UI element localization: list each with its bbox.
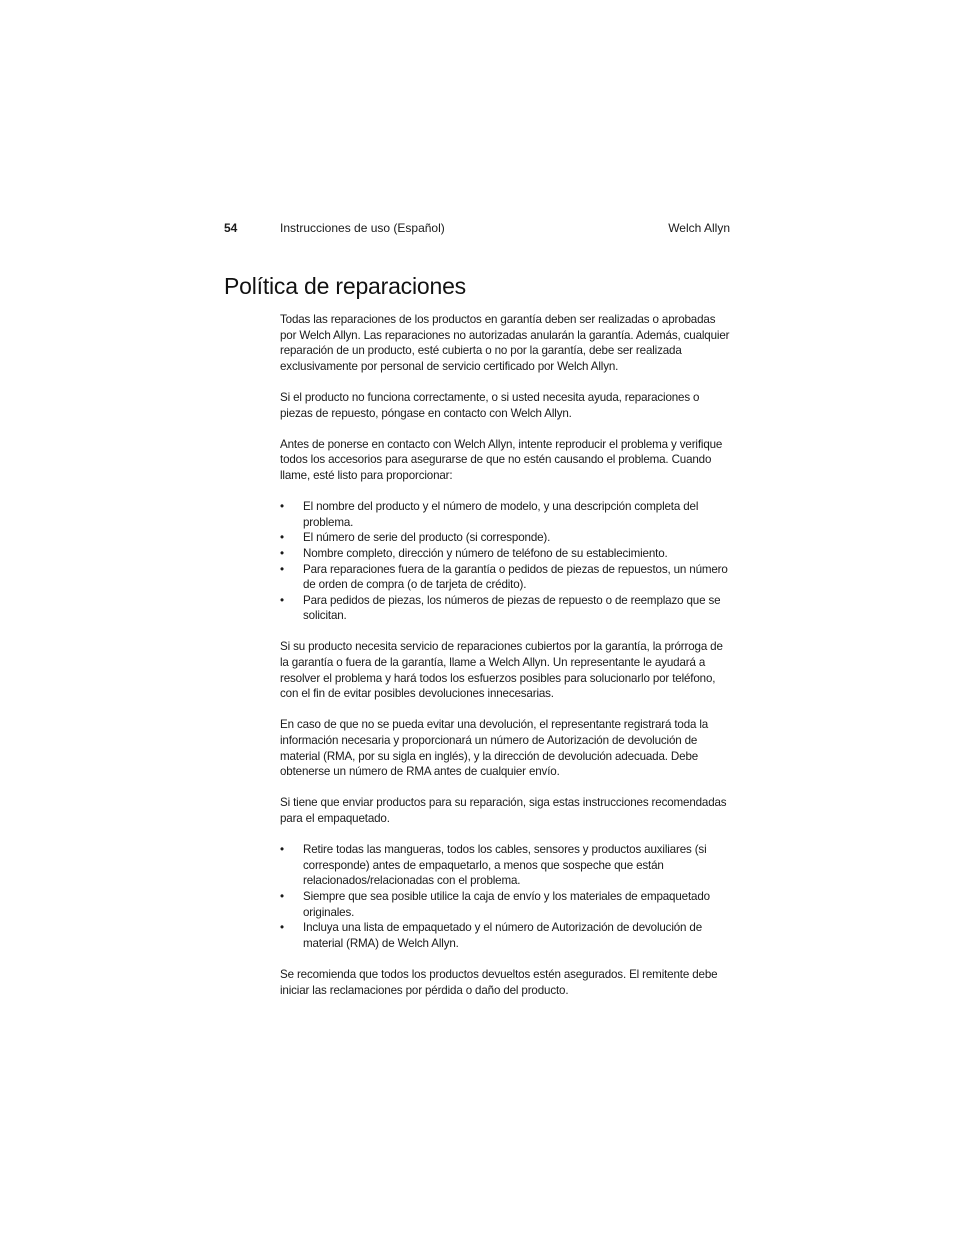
section-body	[280, 312, 730, 1014]
insurance-paragraph: Se recomienda que todos los productos devueltos estén asegurados. El remitente debe iniciar las reclamaciones por pérdida o daño del producto.	[280, 967, 718, 997]
warranty-service-paragraph: Si su producto necesita servicio de reparaciones cubiertos por la garantía, la prórroga de la garantía o fuera de la garantía, llame a Welch Allyn. Un representante le ayudará a resolver el problema y hará todos los esfuerzos posibles para solucionarlo por teléfono, con el fin de evitar posibles devoluciones innecesarias.	[280, 640, 723, 701]
bullet-icon: •	[280, 562, 284, 576]
list-item	[280, 546, 730, 562]
list-item	[280, 499, 730, 530]
brand-name: Welch Allyn	[668, 221, 730, 235]
bullet-icon: •	[280, 531, 284, 545]
before-contact-paragraph: Antes de ponerse en contacto con Welch Allyn, intente reproducir el problema y verifique todos los accesorios para asegurarse de que no estén causando el problema. Cuando llame, esté listo para proporcionar:	[280, 437, 723, 482]
list-item	[280, 920, 730, 951]
bullet-icon: •	[280, 500, 284, 514]
packaging-list	[280, 842, 730, 951]
list-item-text: Para pedidos de piezas, los números de piezas de repuesto o de reemplazo que se solicitan.	[303, 593, 721, 623]
bullet-icon: •	[280, 593, 284, 607]
packaging-intro-paragraph: Si tiene que enviar productos para su reparación, siga estas instrucciones recomendadas para el empaquetado.	[280, 796, 727, 825]
bullet-icon: •	[280, 546, 284, 560]
rma-paragraph: En caso de que no se pueda evitar una devolución, el representante registrará toda la información necesaria y proporcionará un número de Autorización de devolución de material (RMA, por su sigla en inglés), y la dirección de devolución adecuada. Debe obtenerse un número de RMA antes de cualquier envío.	[280, 718, 709, 779]
list-item-text: El nombre del producto y el número de modelo, y una descripción completa del problema.	[303, 500, 699, 529]
bullet-icon: •	[280, 843, 284, 857]
list-item-text: Retire todas las mangueras, todos los cables, sensores y productos auxiliares (si corresponde) antes de empaquetarlo, a menos que sospeche que están relacionados/relacionadas con el problema.	[303, 843, 707, 888]
page-number: 54	[224, 221, 238, 235]
intro-paragraph: Todas las reparaciones de los productos en garantía deben ser realizadas o aprobadas por Welch Allyn. Las reparaciones no autorizadas anularán la garantía. Además, cualquier reparación de un producto, esté cubierta o no por la garantía, debe ser realizada exclusivamente por personal de servicio certificado por Welch Allyn.	[280, 313, 730, 373]
list-item	[280, 842, 730, 889]
section-title: Política de reparaciones	[224, 273, 466, 299]
list-item	[280, 562, 730, 593]
bullet-icon: •	[280, 921, 284, 935]
list-item-text: Incluya una lista de empaquetado y el número de Autorización de devolución de material (RMA) de Welch Allyn.	[303, 921, 703, 950]
list-item	[280, 530, 730, 546]
list-item	[280, 889, 730, 920]
list-item-text: Nombre completo, dirección y número de teléfono de su establecimiento.	[303, 546, 668, 560]
list-item	[280, 593, 730, 624]
information-list	[280, 499, 730, 624]
list-item-text: Siempre que sea posible utilice la caja de envío y los materiales de empaquetado originales.	[303, 889, 710, 919]
contact-paragraph: Si el producto no funciona correctamente, o si usted necesita ayuda, reparaciones o piezas de repuesto, póngase en contacto con Welch Allyn.	[280, 390, 700, 420]
page-header	[224, 221, 730, 239]
bullet-icon: •	[280, 889, 284, 903]
document-title: Instrucciones de uso (Español)	[280, 221, 445, 235]
list-item-text: El número de serie del producto (si corresponde).	[303, 531, 551, 545]
list-item-text: Para reparaciones fuera de la garantía o pedidos de piezas de repuestos, un número de orden de compra (o de tarjeta de crédito).	[303, 562, 728, 592]
